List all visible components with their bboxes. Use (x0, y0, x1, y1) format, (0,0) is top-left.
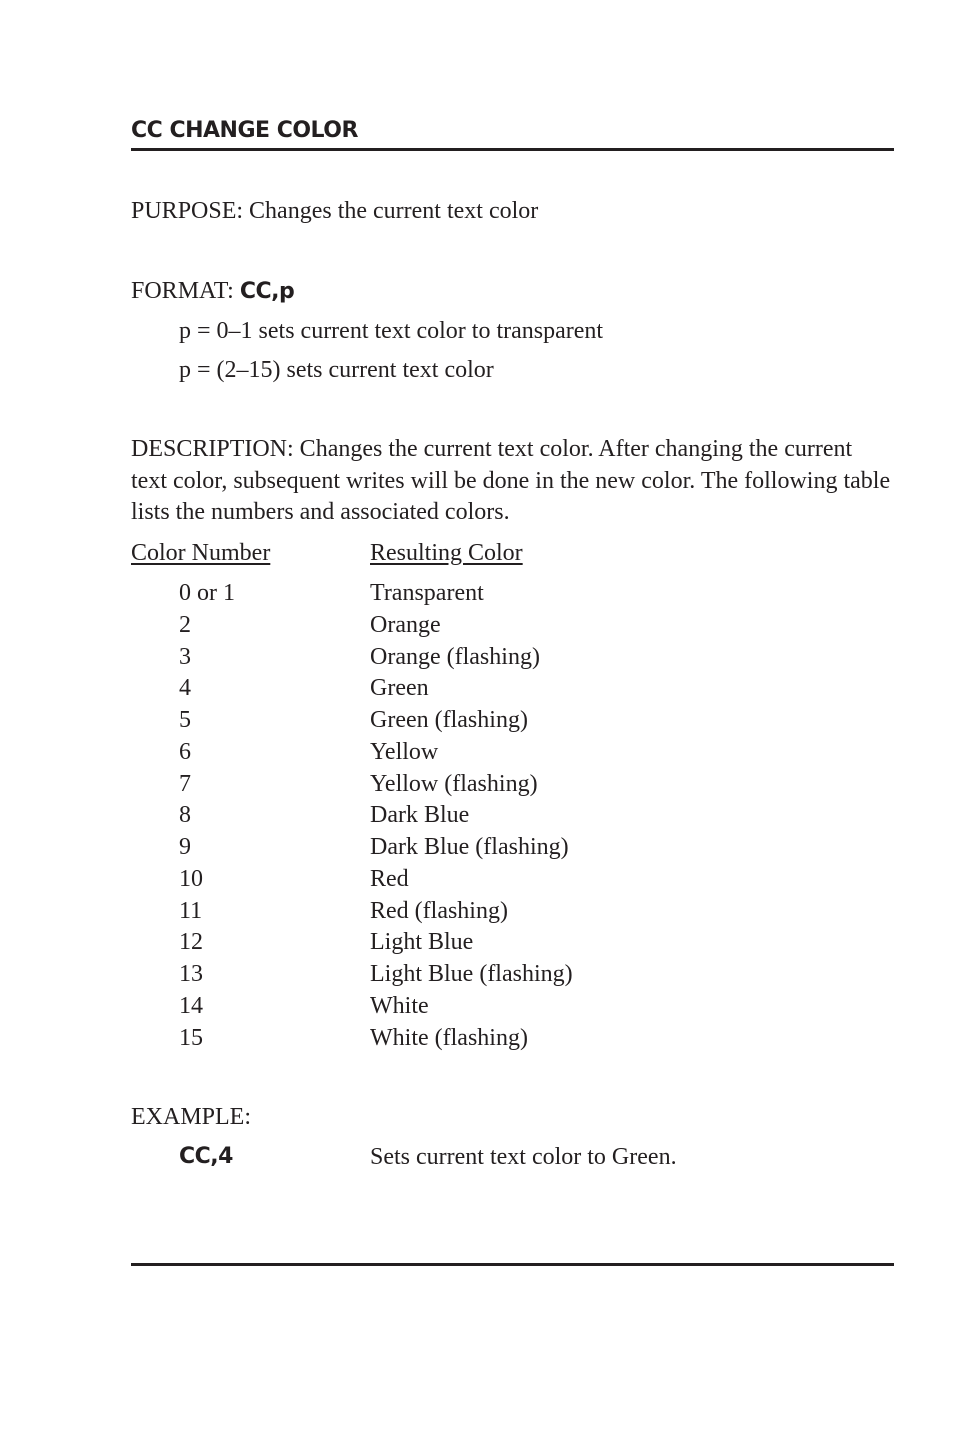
color-number: 12 (179, 929, 203, 956)
format-command: CC,p (239, 279, 295, 304)
color-number: 6 (179, 738, 191, 765)
example-description: Sets current text color to Green. (370, 1144, 677, 1170)
bottom-rule (131, 1263, 894, 1266)
format-param-1: p = 0–1 sets current text color to transparent (179, 318, 604, 344)
table-row (131, 831, 894, 863)
resulting-color: Orange (370, 611, 441, 638)
resulting-color: Green (370, 675, 429, 702)
example-label: EXAMPLE: (131, 1104, 251, 1130)
color-number: 0 or 1 (179, 580, 235, 606)
top-rule (131, 148, 894, 151)
table-row (131, 895, 894, 927)
resulting-color: Light Blue (flashing) (370, 961, 573, 987)
resulting-color: Orange (flashing) (370, 643, 540, 670)
table-row (131, 609, 894, 641)
column-header-resulting-color: Resulting Color (370, 540, 523, 566)
resulting-color: Yellow (370, 738, 439, 765)
format-label: FORMAT: (131, 278, 234, 304)
column-header-color-number: Color Number (131, 540, 271, 566)
document-page (131, 0, 894, 1431)
color-number: 10 (179, 865, 203, 892)
resulting-color: Red (flashing) (370, 897, 508, 924)
purpose-label: PURPOSE: (131, 198, 244, 224)
table-row (131, 704, 894, 736)
table-row (131, 577, 894, 609)
description-paragraph: DESCRIPTION: Changes the current text color. After changing the current text color, subsequent writes will be done in the new color. The following table lists the numbers and associated colors. (131, 436, 891, 525)
purpose-text: Changes the current text color (249, 198, 539, 224)
color-number: 9 (179, 834, 191, 860)
resulting-color: Dark Blue (370, 802, 470, 829)
example-command: CC,4 (179, 1144, 233, 1169)
color-number: 11 (179, 897, 203, 924)
table-row (131, 672, 894, 704)
format-line (131, 275, 294, 308)
color-number: 7 (179, 770, 191, 797)
color-number: 14 (179, 992, 203, 1019)
resulting-color: White (370, 992, 429, 1019)
color-table (131, 577, 894, 1053)
table-row (131, 641, 894, 673)
color-number: 13 (179, 961, 203, 987)
purpose-line (131, 195, 538, 227)
color-number: 15 (179, 1024, 203, 1051)
resulting-color: Transparent (370, 580, 484, 606)
resulting-color: Light Blue (370, 929, 474, 956)
table-row (131, 799, 894, 831)
resulting-color: Yellow (flashing) (370, 770, 538, 797)
table-row (131, 736, 894, 768)
resulting-color: Dark Blue (flashing) (370, 834, 569, 860)
color-number: 8 (179, 802, 191, 829)
resulting-color: White (flashing) (370, 1024, 528, 1051)
resulting-color: Red (370, 865, 409, 892)
color-number: 4 (179, 675, 191, 702)
table-row (131, 1022, 894, 1054)
table-row (131, 990, 894, 1022)
color-number: 5 (179, 707, 191, 733)
resulting-color: Green (flashing) (370, 707, 528, 733)
color-number: 2 (179, 611, 191, 638)
section-heading: CC CHANGE COLOR (131, 118, 358, 143)
table-row (131, 926, 894, 958)
color-number: 3 (179, 643, 191, 670)
table-row (131, 958, 894, 990)
table-row (131, 768, 894, 800)
table-row (131, 863, 894, 895)
format-param-2: p = (2–15) sets current text color (179, 357, 494, 383)
